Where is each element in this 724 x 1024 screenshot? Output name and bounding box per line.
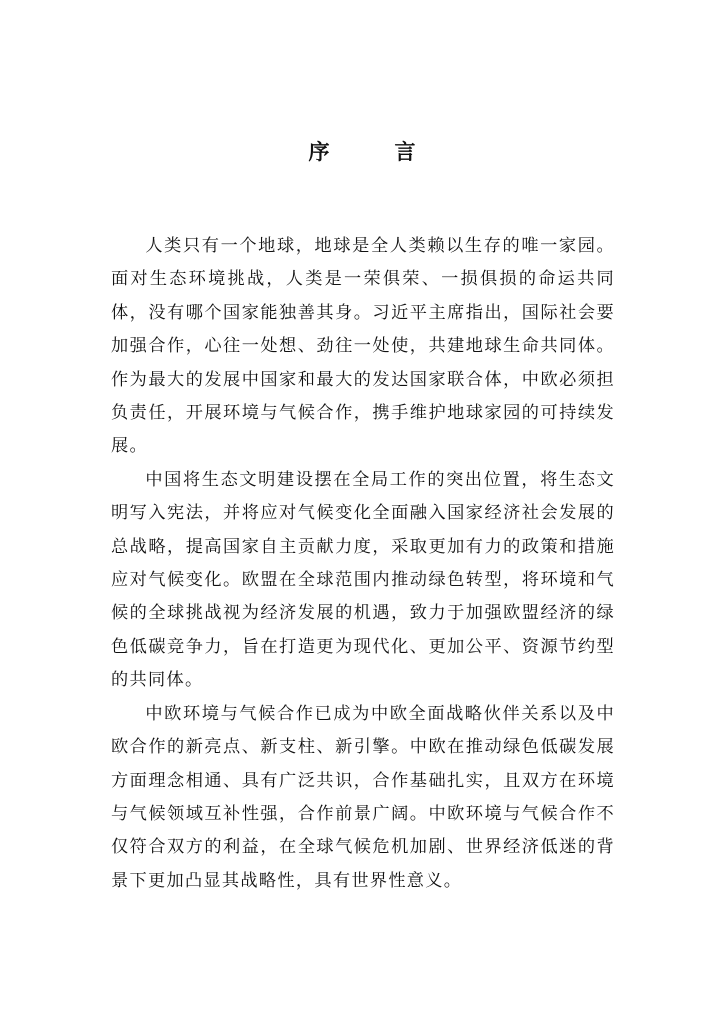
body-text xyxy=(111,230,615,898)
paragraph-1: 人类只有一个地球，地球是全人类赖以生存的唯一家园。面对生态环境挑战，人类是一荣俱荣、一损俱损的命运共同体，没有哪个国家能独善其身。习近平主席指出，国际社会要加强合作，心往一处想、劲往一处使，共建地球生命共同体。作为最大的发展中国家和最大的发达国家联合体，中欧必须担负责任，开展环境与气候合作，携手维护地球家园的可持续发展。 xyxy=(111,236,615,457)
page-title: 序 言 xyxy=(308,139,438,164)
paragraph-2: 中国将生态文明建设摆在全局工作的突出位置，将生态文明写入宪法，并将应对气候变化全面融入国家经济社会发展的总战略，提高国家自主贡献力度，采取更加有力的政策和措施应对气候变化。欧盟在全球范围内推动绿色转型，将环境和气候的全球挑战视为经济发展的机遇，致力于加强欧盟经济的绿色低碳竞争力，旨在打造更为现代化、更加公平、资源节约型的共同体。 xyxy=(111,469,615,691)
paragraph-3: 中欧环境与气候合作已成为中欧全面战略伙伴关系以及中欧合作的新亮点、新支柱、新引擎。中欧在推动绿色低碳发展方面理念相通、具有广泛共识，合作基础扎实，且双方在环境与气候领域互补性强，合作前景广阔。中欧环境与气候合作不仅符合双方的利益，在全球气候危机加剧、世界经济低迷的背景下更加凸显其战略性，具有世界性意义。 xyxy=(111,703,615,891)
